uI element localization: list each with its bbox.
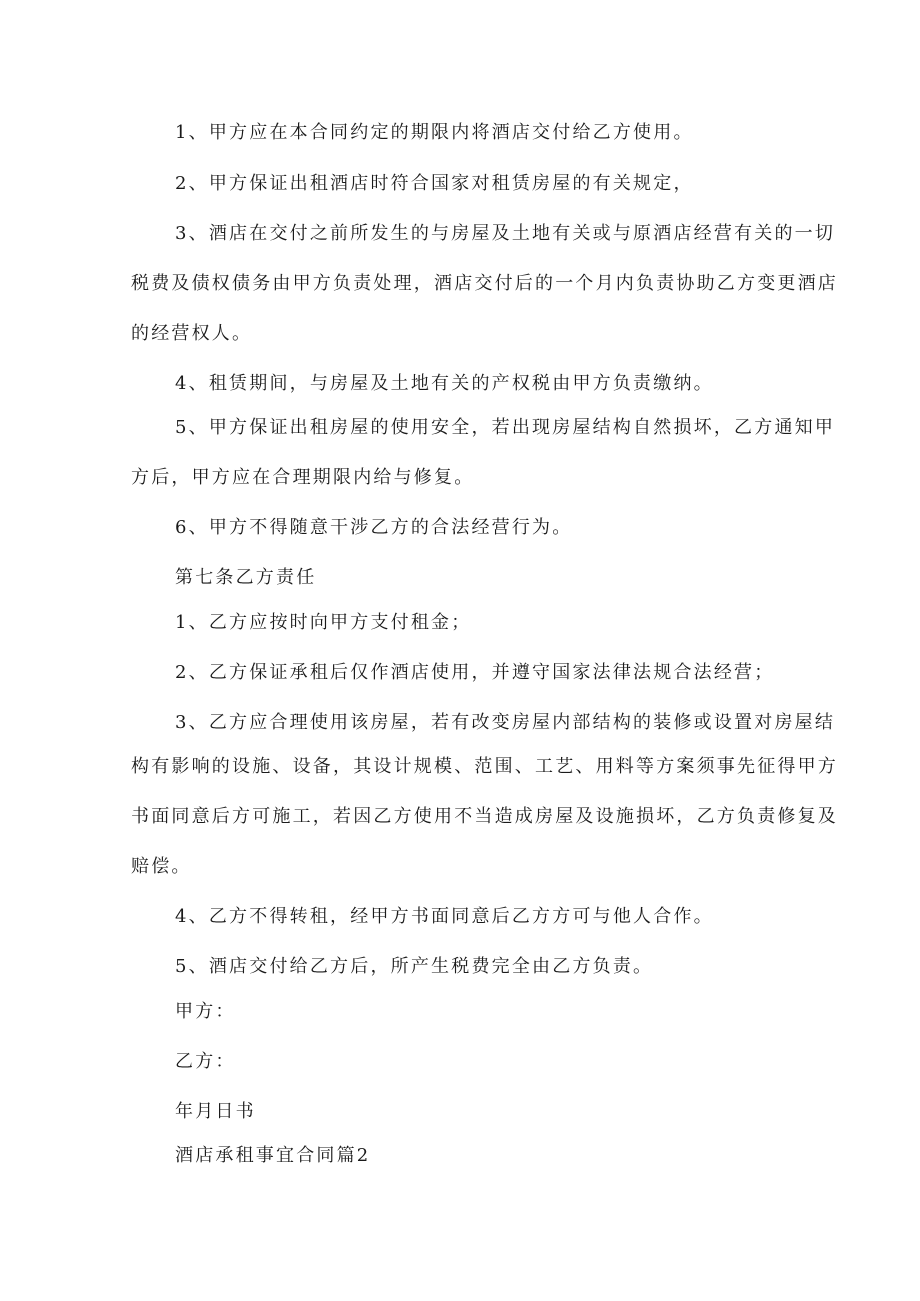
clause-b3-line2: 构有影响的设施、设备，其设计规模、范围、工艺、用料等方案须事先征得甲方: [131, 756, 838, 777]
clause-b4: 4、乙方不得转租，经甲方书面同意后乙方方可与他人合作。: [175, 906, 714, 927]
clause-b3-line1: 3、乙方应合理使用该房屋，若有改变房屋内部结构的装修或设置对房屋结: [175, 712, 836, 733]
clause-b2: 2、乙方保证承租后仅作酒店使用，并遵守国家法律法规合法经营；: [175, 662, 775, 683]
clause-a2: 2、甲方保证出租酒店时符合国家对租赁房屋的有关规定，: [175, 173, 694, 194]
clause-a5-line2: 方后，甲方应在合理期限内给与修复。: [131, 467, 475, 488]
section-heading-article-7: 第七条乙方责任: [175, 567, 317, 588]
clause-b5: 5、酒店交付给乙方后，所产生税费完全由乙方负责。: [175, 956, 654, 977]
clause-a1: 1、甲方应在本合同约定的期限内将酒店交付给乙方使用。: [175, 122, 694, 143]
party-b-signature-label: 乙方：: [175, 1051, 236, 1072]
clause-b1: 1、乙方应按时向甲方支付租金；: [175, 612, 472, 633]
party-a-signature-label: 甲方：: [175, 1001, 236, 1022]
clause-a4: 4、租赁期间，与房屋及土地有关的产权税由甲方负责缴纳。: [175, 373, 714, 394]
clause-b3-line3: 书面同意后方可施工，若因乙方使用不当造成房屋及设施损坏，乙方负责修复及: [131, 806, 838, 827]
clause-a3-line3: 的经营权人。: [131, 323, 253, 344]
clause-a5-line1: 5、甲方保证出租房屋的使用安全，若出现房屋结构自然损坏，乙方通知甲: [175, 417, 836, 438]
clause-a3-line1: 3、酒店在交付之前所发生的与房屋及土地有关或与原酒店经营有关的一切: [175, 223, 836, 244]
clause-a3-line2: 税费及债权债务由甲方负责处理，酒店交付后的一个月内负责协助乙方变更酒店: [131, 273, 838, 294]
date-line: 年月日书: [175, 1101, 256, 1122]
next-contract-title: 酒店承租事宜合同篇2: [175, 1145, 371, 1166]
clause-b3-line4: 赔偿。: [131, 856, 192, 877]
clause-a6: 6、甲方不得随意干涉乙方的合法经营行为。: [175, 517, 573, 538]
